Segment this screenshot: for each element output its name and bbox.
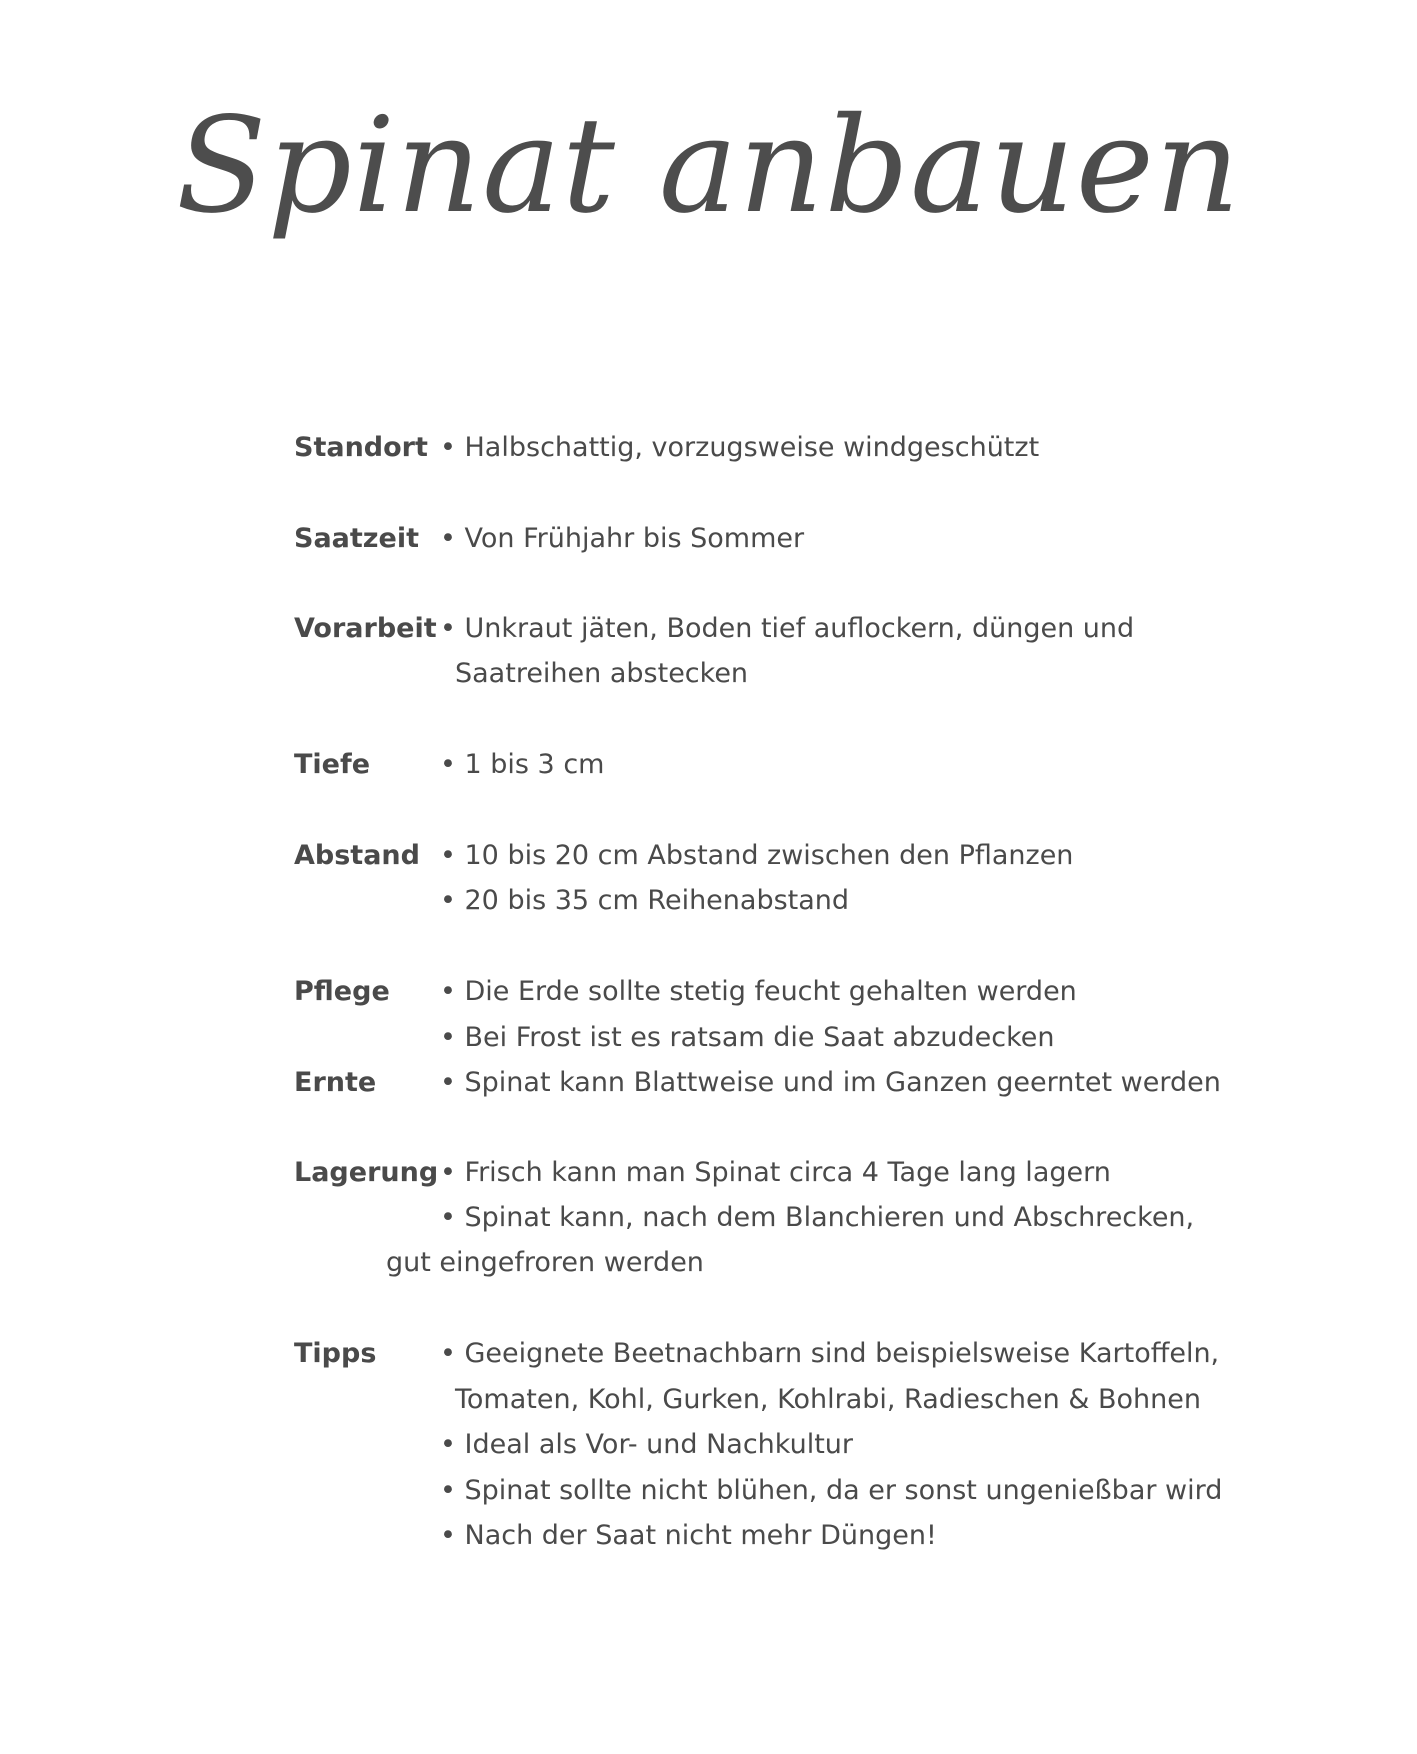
- tipps-line-4: • Spinat sollte nicht blühen, da er sonst ungenießbar wird: [440, 1475, 1223, 1506]
- lagerung-line-2: • Spinat kann, nach dem Blanchieren und Abschrecken,: [440, 1202, 1195, 1233]
- abstand-line-2: • 20 bis 35 cm Reihenabstand: [440, 885, 850, 916]
- label-saatzeit: Saatzeit: [294, 523, 419, 554]
- tipps-line-3: • Ideal als Vor- und Nachkultur: [440, 1429, 854, 1460]
- page-title: Spinat anbauen: [176, 89, 1241, 243]
- standort-line-1: • Halbschattig, vorzugsweise windgeschützt: [440, 432, 1040, 463]
- pflege-line-2: • Bei Frost ist es ratsam die Saat abzudecken: [440, 1022, 1055, 1053]
- lagerung-line-1: • Frisch kann man Spinat circa 4 Tage lang lagern: [440, 1157, 1111, 1188]
- vorarbeit-line-1: • Unkraut jäten, Boden tief auflockern, düngen und: [440, 613, 1135, 644]
- label-ernte: Ernte: [294, 1067, 377, 1098]
- pflege-line-1: • Die Erde sollte stetig feucht gehalten werden: [440, 976, 1077, 1007]
- label-tiefe: Tiefe: [294, 749, 371, 780]
- tipps-line-2: Tomaten, Kohl, Gurken, Kohlrabi, Radieschen & Bohnen: [455, 1384, 1201, 1415]
- tiefe-line-1: • 1 bis 3 cm: [440, 749, 605, 780]
- label-standort: Standort: [294, 432, 428, 463]
- tipps-line-5: • Nach der Saat nicht mehr Düngen!: [440, 1520, 937, 1551]
- tipps-line-1: • Geeignete Beetnachbarn sind beispielsweise Kartoffeln,: [440, 1338, 1220, 1369]
- saatzeit-line-1: • Von Frühjahr bis Sommer: [440, 523, 805, 554]
- vorarbeit-line-2: Saatreihen abstecken: [455, 658, 749, 689]
- label-tipps: Tipps: [294, 1338, 377, 1369]
- abstand-line-1: • 10 bis 20 cm Abstand zwischen den Pflanzen: [440, 840, 1074, 871]
- label-abstand: Abstand: [294, 840, 420, 871]
- lagerung-line-3: gut eingefroren werden: [386, 1247, 704, 1278]
- label-pflege: Pflege: [294, 976, 390, 1007]
- ernte-line-1: • Spinat kann Blattweise und im Ganzen geerntet werden: [440, 1067, 1221, 1098]
- label-lagerung: Lagerung: [294, 1157, 439, 1188]
- label-vorarbeit: Vorarbeit: [294, 613, 437, 644]
